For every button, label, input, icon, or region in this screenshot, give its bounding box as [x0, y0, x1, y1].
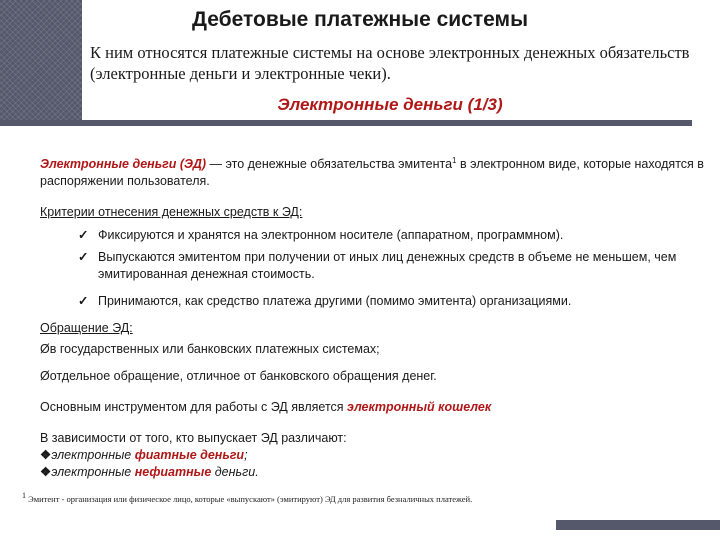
list-item — [78, 227, 712, 244]
footnote — [22, 491, 582, 504]
tool-paragraph — [40, 399, 712, 416]
footnote-mark: 1 — [22, 491, 26, 500]
top-divider-rule — [0, 120, 692, 126]
tool-text: Основным инструментом для работы с ЭД является — [40, 400, 348, 415]
circulation-item-text: отдельное обращение, отличное от банковского обращения денег. — [49, 369, 437, 384]
arrow-bullet-icon: Ø — [40, 369, 50, 384]
list-item — [78, 293, 712, 310]
slide-intro: К ним относятся платежные системы на основе электронных денежных обязательств (электронные деньги и электронные чеки). — [90, 43, 690, 83]
list-item — [78, 249, 712, 283]
criteria-item-text: Принимаются, как средство платежа другими (помимо эмитента) организациями. — [98, 294, 572, 309]
list-item — [40, 368, 712, 385]
circulation-section — [40, 320, 712, 385]
circulation-item-text: в государственных или банковских платежных системах; — [49, 342, 380, 357]
criteria-item-text: Фиксируются и хранятся на электронном носителе (аппаратном, программном). — [98, 228, 564, 243]
criteria-list — [78, 227, 712, 310]
decorative-hatch-block — [0, 0, 82, 122]
kinds-item-highlight: фиатные деньги — [134, 448, 245, 463]
definition-text-end: в электронном виде, которые находятся в распоряжении пользователя. — [40, 157, 704, 189]
definition-term: Электронные деньги (ЭД) — [40, 157, 207, 172]
criteria-item-text: Выпускаются эмитентом при получении от иных лиц денежных средств в объеме не меньшем, чем эмитированная денежная стоимость. — [98, 250, 677, 282]
page-number: 11 — [680, 508, 692, 520]
kinds-item-prefix: электронные — [51, 448, 135, 463]
definition-paragraph — [40, 152, 712, 190]
slide-content — [40, 152, 712, 481]
definition-text: — это денежные обязательства эмитента — [206, 157, 453, 172]
bottom-divider-rule — [556, 520, 720, 530]
list-item — [40, 464, 712, 481]
footnote-text: Эмитент - организация или физическое лицо, которые «выпускают» (эмитируют) ЭД для развития безналичных платежей. — [26, 493, 473, 504]
diamond-bullet-icon: ❖ — [40, 448, 52, 463]
kinds-item-prefix: электронные — [51, 465, 135, 480]
diamond-bullet-icon: ❖ — [40, 465, 52, 480]
list-item — [40, 341, 712, 358]
check-icon: ✓ — [78, 228, 89, 243]
circulation-heading: Обращение ЭД: — [40, 321, 133, 336]
kinds-item-suffix: ; — [244, 448, 248, 463]
arrow-bullet-icon: Ø — [40, 342, 50, 357]
criteria-heading: Критерии отнесения денежных средств к ЭД: — [40, 205, 303, 220]
check-icon: ✓ — [78, 250, 89, 265]
kinds-item-highlight: нефиатные — [134, 465, 212, 480]
slide-subtitle: Электронные деньги (1/3) — [277, 95, 503, 114]
footnote-ref: 1 — [452, 156, 457, 165]
list-item — [40, 447, 712, 464]
check-icon: ✓ — [78, 294, 89, 309]
criteria-section — [40, 204, 712, 310]
slide-title: Дебетовые платежные системы — [191, 8, 529, 31]
tool-highlight: электронный кошелек — [347, 400, 492, 415]
kinds-text: В зависимости от того, кто выпускает ЭД различают: — [40, 431, 347, 446]
kinds-item-suffix: деньги. — [211, 465, 259, 480]
kinds-section — [40, 430, 712, 481]
